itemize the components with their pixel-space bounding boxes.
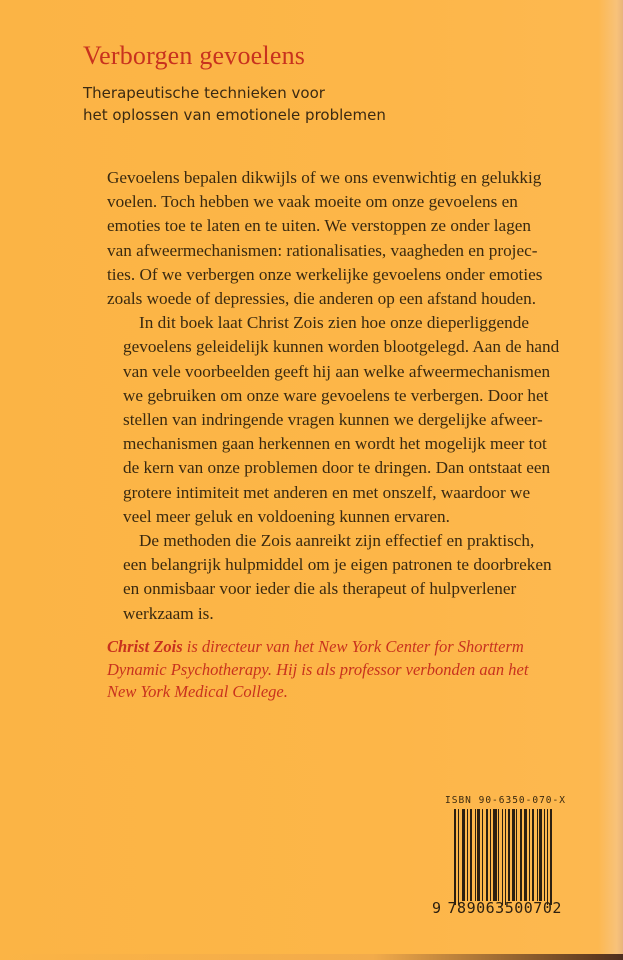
text-line: en onmisbaar voor ieder die als therapeut of hulpverlener bbox=[123, 579, 517, 599]
text-line: Gevoelens bepalen dikwijls of we ons evenwichtig en gelukkig bbox=[107, 168, 542, 187]
text-line: voelen. Toch hebben we vaak moeite om onze gevoelens en bbox=[107, 192, 518, 212]
text-line: ties. Of we verbergen onze werkelijke gevoelens onder emoties bbox=[107, 264, 543, 284]
subtitle-line: Therapeutische technieken voor bbox=[83, 84, 325, 102]
text-line: gevoelens geleidelijk kunnen worden blootgelegd. Aan de hand bbox=[123, 337, 560, 357]
text-line: we gebruiken om onze ware gevoelens te verbergen. Door het bbox=[123, 385, 549, 405]
text-line: zoals woede of depressies, die anderen op een afstand houden. bbox=[107, 289, 537, 309]
bio-line: Dynamic Psychotherapy. Hij is als professor verbonden aan het bbox=[107, 659, 529, 679]
ean-first-digit: 9 bbox=[432, 899, 442, 917]
text-line: veel meer geluk en voldoening kunnen ervaren. bbox=[123, 506, 450, 526]
bio-line: New York Medical College. bbox=[107, 682, 288, 701]
text-line: De methoden die Zois aanreikt zijn effectief en praktisch, bbox=[139, 531, 535, 551]
text-line: van afweermechanismen: rationalisaties, vaagheden en projec- bbox=[107, 240, 538, 260]
ean-group-1: 789063 bbox=[447, 899, 505, 917]
isbn-label: ISBN 90-6350-070-X bbox=[445, 795, 566, 806]
bio-text: is directeur van het New York Center for Shortterm bbox=[182, 637, 524, 656]
text-line: grotere intimiteit met anderen en met onszelf, waardoor we bbox=[123, 482, 531, 502]
subtitle-line: het oplossen van emotionele problemen bbox=[83, 106, 386, 124]
author-bio bbox=[107, 636, 567, 704]
author-name: Christ Zois bbox=[107, 637, 183, 656]
barcode-icon bbox=[454, 809, 564, 901]
text-line: de kern van onze problemen door te dringen. Dan ontstaat een bbox=[123, 458, 551, 478]
text-line: van vele voorbeelden geeft hij aan welke afweermechanismen bbox=[123, 361, 551, 381]
bio-line bbox=[107, 636, 567, 659]
text-line: In dit boek laat Christ Zois zien hoe onze dieperliggende bbox=[139, 313, 529, 333]
text-line: werkzaam is. bbox=[123, 603, 214, 623]
ean-number bbox=[432, 899, 562, 917]
ean-group-2: 500702 bbox=[504, 899, 562, 917]
text-line: emoties toe te laten en te uiten. We verstoppen ze onder lagen bbox=[107, 216, 532, 236]
blurb bbox=[107, 166, 560, 626]
blurb-paragraph-1 bbox=[107, 166, 547, 311]
cover-bottom-edge bbox=[0, 954, 623, 960]
blurb-paragraph-3 bbox=[107, 529, 552, 626]
text-line: een belangrijk hulpmiddel om je eigen patronen te doorbreken bbox=[123, 555, 552, 575]
book-title: Verborgen gevoelens bbox=[83, 41, 306, 70]
text-line: mechanismen gaan herkennen en wordt het mogelijk meer tot bbox=[123, 434, 547, 454]
blurb-paragraph-2 bbox=[107, 311, 560, 529]
text-line: stellen van indringende vragen kunnen we dergelijke afweer- bbox=[123, 410, 543, 430]
book-subtitle bbox=[83, 82, 386, 126]
